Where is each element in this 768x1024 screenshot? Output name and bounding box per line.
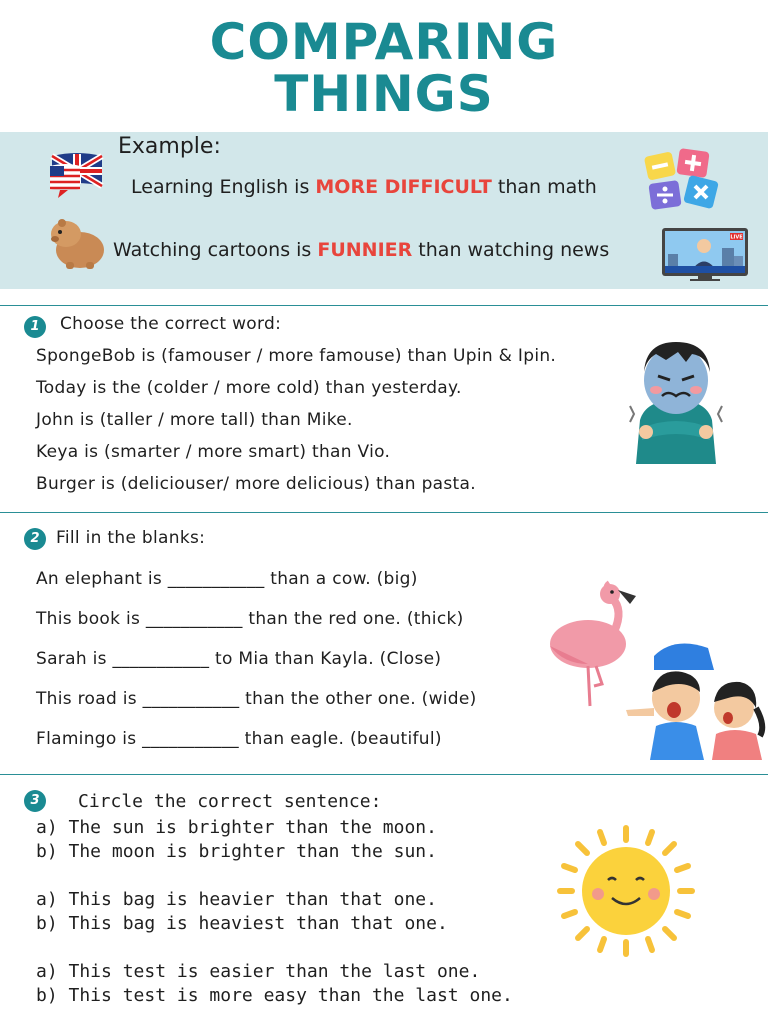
q2-item: This book is ___________ than the red one. (thick) <box>36 609 464 629</box>
q3-option: a) This bag is heavier than that one. <box>36 889 437 910</box>
uk-us-flag-icon <box>46 152 108 200</box>
q2-heading: Fill in the blanks: <box>56 528 206 548</box>
q3-option: a) The sun is brighter than the moon. <box>36 817 437 838</box>
q1-item: John is (taller / more tall) than Mike. <box>36 410 353 430</box>
kids-pointing-illustration <box>624 636 768 760</box>
cold-shivering-boy-illustration <box>626 336 726 466</box>
section-divider <box>0 774 768 775</box>
page-title-line-1: COMPARING <box>209 13 559 71</box>
section-divider <box>0 512 768 513</box>
q3-heading: Circle the correct sentence: <box>78 791 382 812</box>
q2-item: Sarah is ___________ to Mia than Kayla. (Close) <box>36 649 442 669</box>
tv-news-icon <box>660 226 750 282</box>
smiling-sun-illustration <box>556 824 696 958</box>
q1-item: Today is the (colder / more cold) than yesterday. <box>36 378 462 398</box>
tv-live-badge: LIVE <box>730 234 743 241</box>
example-sentence-2: Watching cartoons is FUNNIER than watching news <box>113 239 610 261</box>
q1-heading: Choose the correct word: <box>60 314 282 334</box>
q1-number-badge: 1 <box>24 316 46 338</box>
q1-item: Keya is (smarter / more smart) than Vio. <box>36 442 391 462</box>
q3-number-badge: 3 <box>24 790 46 812</box>
q2-item: An elephant is ___________ than a cow. (big) <box>36 569 418 589</box>
section-divider <box>0 305 768 306</box>
q2-item: Flamingo is ___________ than eagle. (beautiful) <box>36 729 442 749</box>
q1-item: Burger is (deliciouser/ more delicious) than pasta. <box>36 474 476 494</box>
example-sentence-1: Learning English is MORE DIFFICULT than math <box>131 176 597 198</box>
q2-item: This road is ___________ than the other one. (wide) <box>36 689 477 709</box>
capybara-icon <box>46 212 106 272</box>
q3-option: a) This test is easier than the last one. <box>36 961 481 982</box>
q3-option: b) This bag is heaviest than that one. <box>36 913 448 934</box>
q3-option: b) The moon is brighter than the sun. <box>36 841 437 862</box>
math-symbols-icon <box>642 148 724 214</box>
page-title-line-2: THINGS <box>274 65 494 123</box>
q1-item: SpongeBob is (famouser / more famouse) than Upin & Ipin. <box>36 346 557 366</box>
q2-number-badge: 2 <box>24 528 46 550</box>
q3-option: b) This test is more easy than the last one. <box>36 985 513 1006</box>
example-label: Example: <box>118 134 221 159</box>
